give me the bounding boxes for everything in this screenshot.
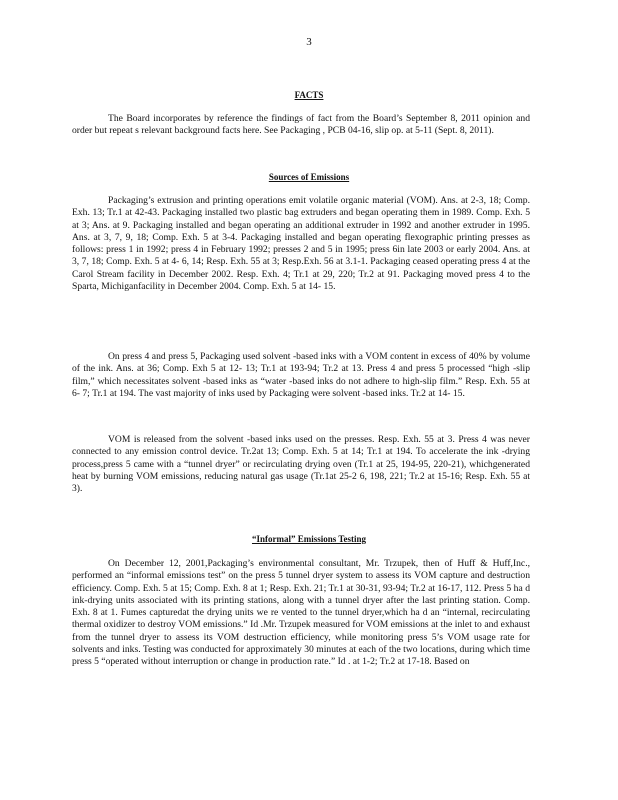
heading-facts: FACTS — [294, 90, 324, 100]
heading-informal-emissions-testing: “Informal” Emissions Testing — [251, 534, 367, 544]
page-number: 3 — [306, 36, 312, 48]
heading-sources-of-emissions: Sources of Emissions — [268, 172, 350, 182]
paragraph-sources-2: On press 4 and press 5, Packaging used solvent -based inks with a VOM content in excess of 40% by volume of the ink. Ans. at 36; Comp. Exh 5 at 12- 13; Tr.1 at 193-94; Tr.2 at 13. Press 4 and press 5 processed “high -slip film,” which necessitates solvent -based inks as “water -based inks do not adhere to high-slip film.” Resp. Exh. 55 at 6- 7; Tr.1 at 194. The vast majority of inks used by Packaging were solvent -based inks. Tr.2 at 14- 15. — [72, 351, 530, 399]
paragraph-sources-1: Packaging’s extrusion and printing operations emit volatile organic material (VOM). Ans. at 2-3, 18; Comp. Exh. 13; Tr.1 at 42-43. Packaging installed two plastic bag extruders and began operating them in 1989. Comp. Exh. 5 at 3; Ans. at 9. Packaging installed and began operating an additional extruder in 1992 and another extruder in 1995. Ans. at 3, 7, 9, 18; Comp. Exh. 5 at 3-4. Packaging installed and began operating flexographic printing presses as follows: press 1 in 1992; press 4 in February 1992; presses 2 and 5 in 1995; press 6in late 2003 or early 2004. Ans. at 3, 7, 18; Comp. Exh. 5 at 4- 6, 14; Resp. Exh. 55 at 3; Resp.Exh. 56 at 3.1-1. Packaging ceased operating press 4 at the Carol Stream facility in December 2002. Resp. Exh. 4; Tr.1 at 29, 220; Tr.2 at 91. Packaging moved press 4 to the Sparta, Michiganfacility in December 2004. Comp. Exh. 5 at 14- 15. — [72, 195, 530, 293]
paragraph-testing: On December 12, 2001,Packaging’s environmental consultant, Mr. Trzupek, then of Huff & Huff,Inc., performed an “informal emissions test” on the press 5 tunnel dryer system to assess its VOM capture and destruction efficiency. Comp. Exh. 5 at 15; Comp. Exh. 8 at 1; Resp. Exh. 21; Tr.1 at 30-31, 93-94; Tr.2 at 16-17, 112. Press 5 ha d ink-drying units associated with its printing stations, along with a tunnel dryer after the last printing station. Comp. Exh. 8 at 1. Fumes capturedat the drying units we re vented to the tunnel dryer,which ha d an “internal, recirculating thermal oxidizer to destroy VOM emissions.” Id .Mr. Trzupek measured for VOM emissions at the inlet to and exhaust from the tunnel dryer to assess its VOM destruction efficiency, while monitoring press 5’s VOM usage rate for solvents and inks. Testing was conducted for approximately 30 minutes at each of the two locations, during which time press 5 “operated without interruption or change in production rate.” Id . at 1-2; Tr.2 at 17-18. Based on — [72, 558, 530, 668]
paragraph-facts: The Board incorporates by reference the findings of fact from the Board’s September 8, 2011 opinion and order but repeat s relevant background facts here. See Packaging , PCB 04-16, slip op. at 5-11 (Sept. 8, 2011). — [72, 113, 530, 137]
paragraph-sources-3: VOM is released from the solvent -based inks used on the presses. Resp. Exh. 55 at 3. Press 4 was never connected to any emission control device. Tr.2at 13; Comp. Exh. 5 at 14; Tr.1 at 194. To accelerate the ink -drying process,press 5 came with a “tunnel dryer” or recirculating drying oven (Tr.1 at 25, 194-95, 220-21), whichgenerated heat by burning VOM emissions, reducing natural gas usage (Tr.1at 25-2 6, 198, 221; Tr.2 at 15-16; Resp. Exh. 55 at 3). — [72, 434, 530, 495]
